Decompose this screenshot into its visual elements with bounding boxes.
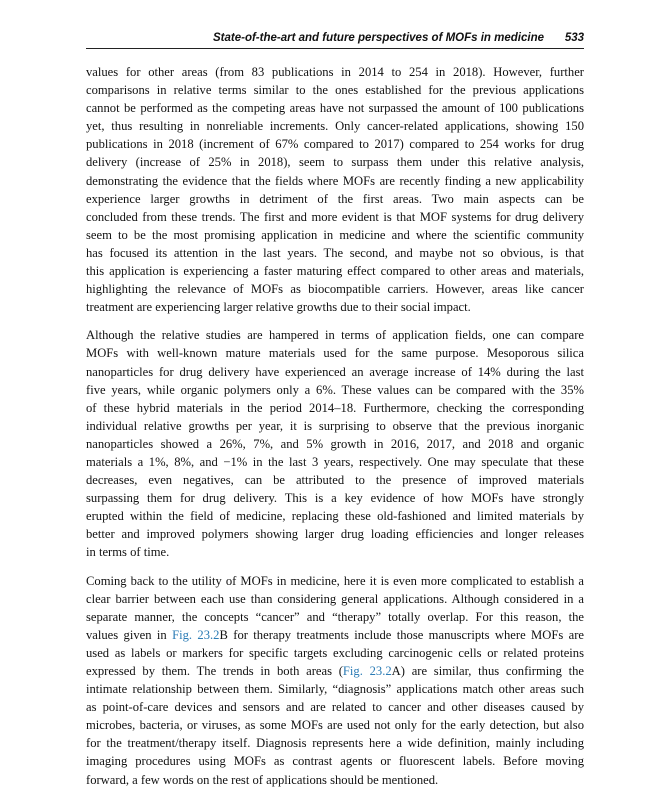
text-line [86, 190, 584, 208]
text-segment: separate manner, the concepts “cancer” and “therapy” totally overlap. For this reason, the [86, 609, 584, 624]
paragraph [86, 63, 584, 316]
text-segment: imaging procedures using MOFs as contrast agents or fluorescent labels. Before moving [86, 754, 584, 769]
text-line [86, 507, 584, 525]
figure-reference-link[interactable]: Fig. 23.2 [172, 627, 220, 642]
text-segment: materials a 1%, 8%, and −1% in the last 3 years, respectively. One may speculate that these [86, 454, 584, 469]
text-line [86, 489, 584, 507]
text-line [86, 417, 584, 435]
text-segment: Coming back to the utility of MOFs in medicine, here it is even more complicated to establish a [86, 573, 584, 588]
text-line [86, 435, 584, 453]
text-segment: demonstrating the evidence that the fields where MOFs are recently finding a new applicability [86, 173, 584, 188]
text-line [86, 771, 584, 789]
text-line [86, 280, 584, 298]
text-line [86, 698, 584, 716]
text-line [86, 363, 584, 381]
text-segment: experience larger growths in detriment of the first areas. Two main aspects can be [86, 191, 584, 206]
text-line [86, 525, 584, 543]
text-segment: in terms of time. [86, 545, 170, 560]
text-line [86, 81, 584, 99]
text-segment: cannot be performed as the competing areas have not surpassed the amount of 100 publications [86, 101, 584, 116]
text-segment: individual relative growths per year, it is surprising to observe that the previous inorganic [86, 418, 584, 433]
text-line [86, 716, 584, 734]
text-line [86, 153, 584, 171]
text-line [86, 752, 584, 770]
text-segment: forward, a few words on the rest of applications should be mentioned. [86, 772, 439, 787]
text-line [86, 262, 584, 280]
text-segment: values given in [86, 627, 173, 642]
text-segment: used as labels or markers for specific targets excluding carcinogenic cells or related proteins [86, 645, 584, 660]
text-segment: microbes, bacteria, or viruses, as some MOFs are used not only for the early detection, but also [86, 718, 584, 733]
text-line [86, 608, 584, 626]
text-segment: intimate relationship between them. Similarly, “diagnosis” applications match other areas such [86, 682, 584, 697]
text-segment: nanoparticles showed a 26%, 7%, and 5% growth in 2016, 2017, and 2018 and organic [86, 436, 584, 451]
text-line [86, 590, 584, 608]
text-segment: erupted within the field of medicine, replacing these old-fashioned and limited materials by [86, 509, 584, 524]
text-segment: clear barrier between each use than considering general applications. Although considered in a [86, 591, 584, 606]
text-segment: MOFs with well-known mature materials used for the same purpose. Mesoporous silica [86, 346, 584, 361]
running-header [86, 30, 584, 49]
text-segment: concluded from these trends. The first and more evident is that MOF systems for drug delivery [86, 209, 584, 224]
text-line [86, 326, 584, 344]
text-segment: values for other areas (from 83 publications in 2014 to 254 in 2018). However, further [86, 65, 584, 79]
text-line [86, 543, 584, 561]
text-line [86, 399, 584, 417]
text-segment: yet, thus resulting in nonreliable increments. Only cancer-related applications, showing 150 [86, 119, 584, 134]
text-segment: treatment are experiencing larger relative growths due to their social impact. [86, 300, 471, 315]
text-segment: this application is experiencing a faster maturing effect compared to other areas and materials, [86, 264, 584, 279]
page-number: 533 [564, 32, 584, 44]
text-line [86, 572, 584, 590]
text-line [86, 662, 584, 680]
text-line [86, 208, 584, 226]
text-line [86, 117, 584, 135]
text-line [86, 734, 584, 752]
text-segment: A) are similar, thus confirming the [391, 664, 584, 678]
text-line [86, 344, 584, 362]
text-line [86, 172, 584, 190]
text-segment: publications in 2018 (increment of 67% compared to 2017) compared to 254 works for drug [86, 137, 584, 152]
text-line [86, 626, 584, 644]
text-segment: decreases, even negatives, can be attributed to the presence of improved materials [86, 473, 584, 488]
text-segment: highlighting the relevance of MOFs as biocompatible carriers. However, areas like cancer [86, 282, 584, 297]
text-segment: has focused its attention in the last years. The second, and maybe not so obvious, is that [86, 245, 584, 260]
text-line [86, 99, 584, 117]
text-segment: seem to be the most promising application in medicine and where the scientific community [86, 227, 584, 242]
text-line [86, 381, 584, 399]
text-segment: five years, while organic polymers only a 6%. These values can be compared with the 35% [86, 382, 584, 397]
paragraph [86, 326, 584, 561]
text-line [86, 453, 584, 471]
figure-reference-link[interactable]: Fig. 23.2 [342, 664, 392, 678]
text-segment: comparisons in relative terms similar to the ones established for the previous applications [86, 83, 584, 98]
text-line [86, 63, 584, 81]
body-text [86, 63, 584, 799]
paragraph [86, 572, 584, 789]
text-segment: B for therapy treatments include those manuscripts where MOFs are [219, 627, 585, 642]
text-line [86, 644, 584, 662]
text-line [86, 680, 584, 698]
text-segment: nanoparticles for drug delivery have experienced an average increase of 14% during the last [86, 364, 584, 379]
text-segment: delivery (increase of 25% in 2018), seem to surpass them under this relative analysis, [86, 155, 584, 170]
text-line [86, 135, 584, 153]
text-line [86, 298, 584, 316]
text-segment: better and improved polymers showing larger drug loading efficiencies and longer releases [86, 527, 584, 542]
text-line [86, 226, 584, 244]
running-title: State-of-the-art and future perspectives of MOFs in medicine [213, 32, 544, 44]
text-segment: as point-of-care devices and sensors and are related to cancer and other diseases caused by [86, 700, 584, 715]
text-segment: Although the relative studies are hampered in terms of application fields, one can compare [86, 328, 584, 343]
text-line [86, 244, 584, 262]
text-segment: for the treatment/therapy itself. Diagnosis represents here a wide definition, mainly including [86, 736, 584, 751]
text-segment: surpassing them for drug delivery. This is a key evidence of how MOFs have strongly [86, 491, 584, 506]
text-segment: of these hybrid materials in the period 2014–18. Furthermore, checking the corresponding [86, 400, 584, 415]
text-segment: expressed by them. The trends in both areas ( [86, 664, 343, 678]
text-line [86, 471, 584, 489]
